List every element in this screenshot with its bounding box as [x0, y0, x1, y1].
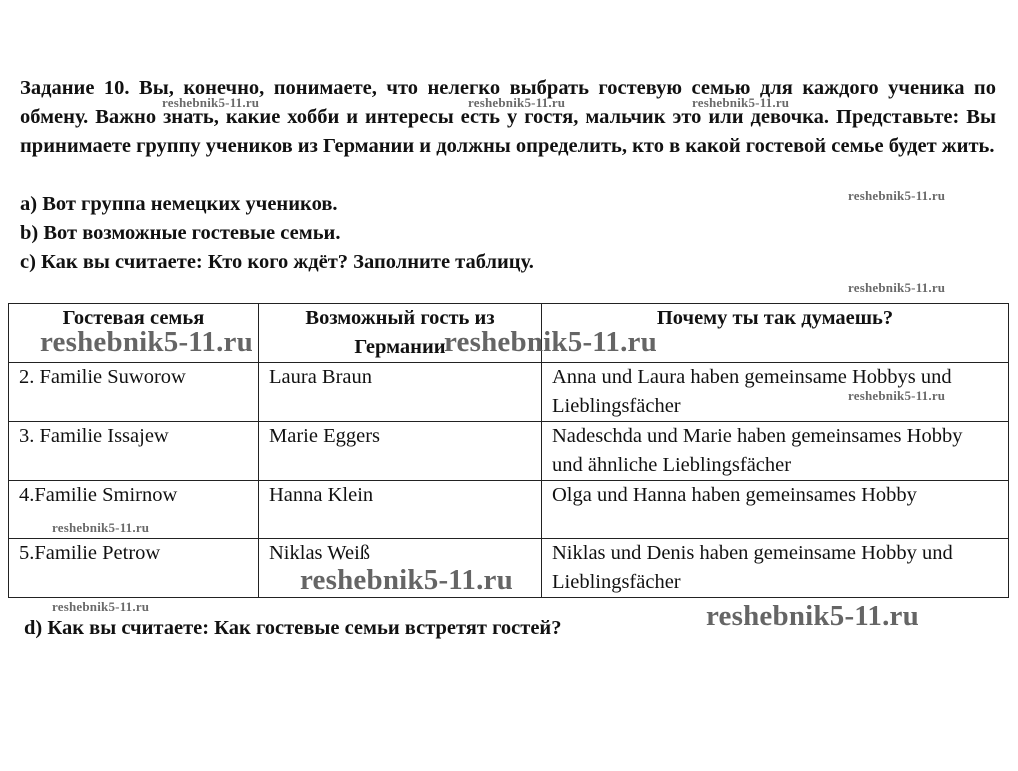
task-description	[20, 74, 996, 161]
watermark: reshebnik5-11.ru	[848, 188, 946, 203]
watermark: reshebnik5-11.ru	[706, 600, 919, 632]
watermark: reshebnik5-11.ru	[300, 564, 513, 596]
watermark: reshebnik5-11.ru	[444, 326, 657, 358]
table-row	[9, 481, 1009, 539]
watermark: reshebnik5-11.ru	[468, 95, 566, 110]
header-reason: Почему ты так думаешь?	[542, 304, 1009, 363]
cell-reason: Olga und Hanna haben gemeinsames Hobby	[542, 481, 1009, 539]
header-guest: Возможный гость из Германии	[259, 304, 542, 363]
cell-guest: Laura Braun	[259, 363, 542, 422]
cell-family: 4.Familie Smirnow	[9, 481, 259, 539]
cell-reason: Nadeschda und Marie haben gemeinsames Hobby und ähnliche Lieblingsfächer	[542, 422, 1009, 481]
watermark: reshebnik5-11.ru	[52, 599, 150, 614]
cell-guest: Niklas Weiß	[259, 539, 542, 598]
watermark: reshebnik5-11.ru	[848, 280, 946, 295]
watermark: reshebnik5-11.ru	[692, 95, 790, 110]
task-text: Задание 10. Вы, конечно, понимаете, что нелегко выбрать гостевую семью для каждого ученика по обмену. Важно знать, какие хобби и интересы есть у гостя, мальчик это или девочка. Представьте: Вы принимаете группу учеников из Германии и должны определить, кто в какой гостевой семье будет жить.	[20, 77, 996, 157]
cell-reason: Niklas und Denis haben gemeinsame Hobby und Lieblingsfächer	[542, 539, 1009, 598]
watermark: reshebnik5-11.ru	[40, 326, 253, 358]
item-c: с) Как вы считаете: Кто кого ждёт? Заполните таблицу.	[20, 251, 534, 273]
item-d: d) Как вы считаете: Как гостевые семьи встретят гостей?	[24, 617, 562, 639]
watermark: reshebnik5-11.ru	[52, 520, 150, 535]
watermark: reshebnik5-11.ru	[848, 388, 946, 403]
header-family: Гостевая семья	[9, 304, 259, 363]
cell-guest: Hanna Klein	[259, 481, 542, 539]
cell-guest: Marie Eggers	[259, 422, 542, 481]
table-row	[9, 422, 1009, 481]
cell-family: 5.Familie Petrow	[9, 539, 259, 598]
cell-reason: Anna und Laura haben gemeinsame Hobbys und Lieblingsfächer	[542, 363, 1009, 422]
cell-family: 2. Familie Suworow	[9, 363, 259, 422]
cell-family: 3. Familie Issajew	[9, 422, 259, 481]
item-a: а) Вот группа немецких учеников.	[20, 193, 338, 215]
watermark: reshebnik5-11.ru	[162, 95, 260, 110]
item-b: b) Вот возможные гостевые семьи.	[20, 222, 341, 244]
